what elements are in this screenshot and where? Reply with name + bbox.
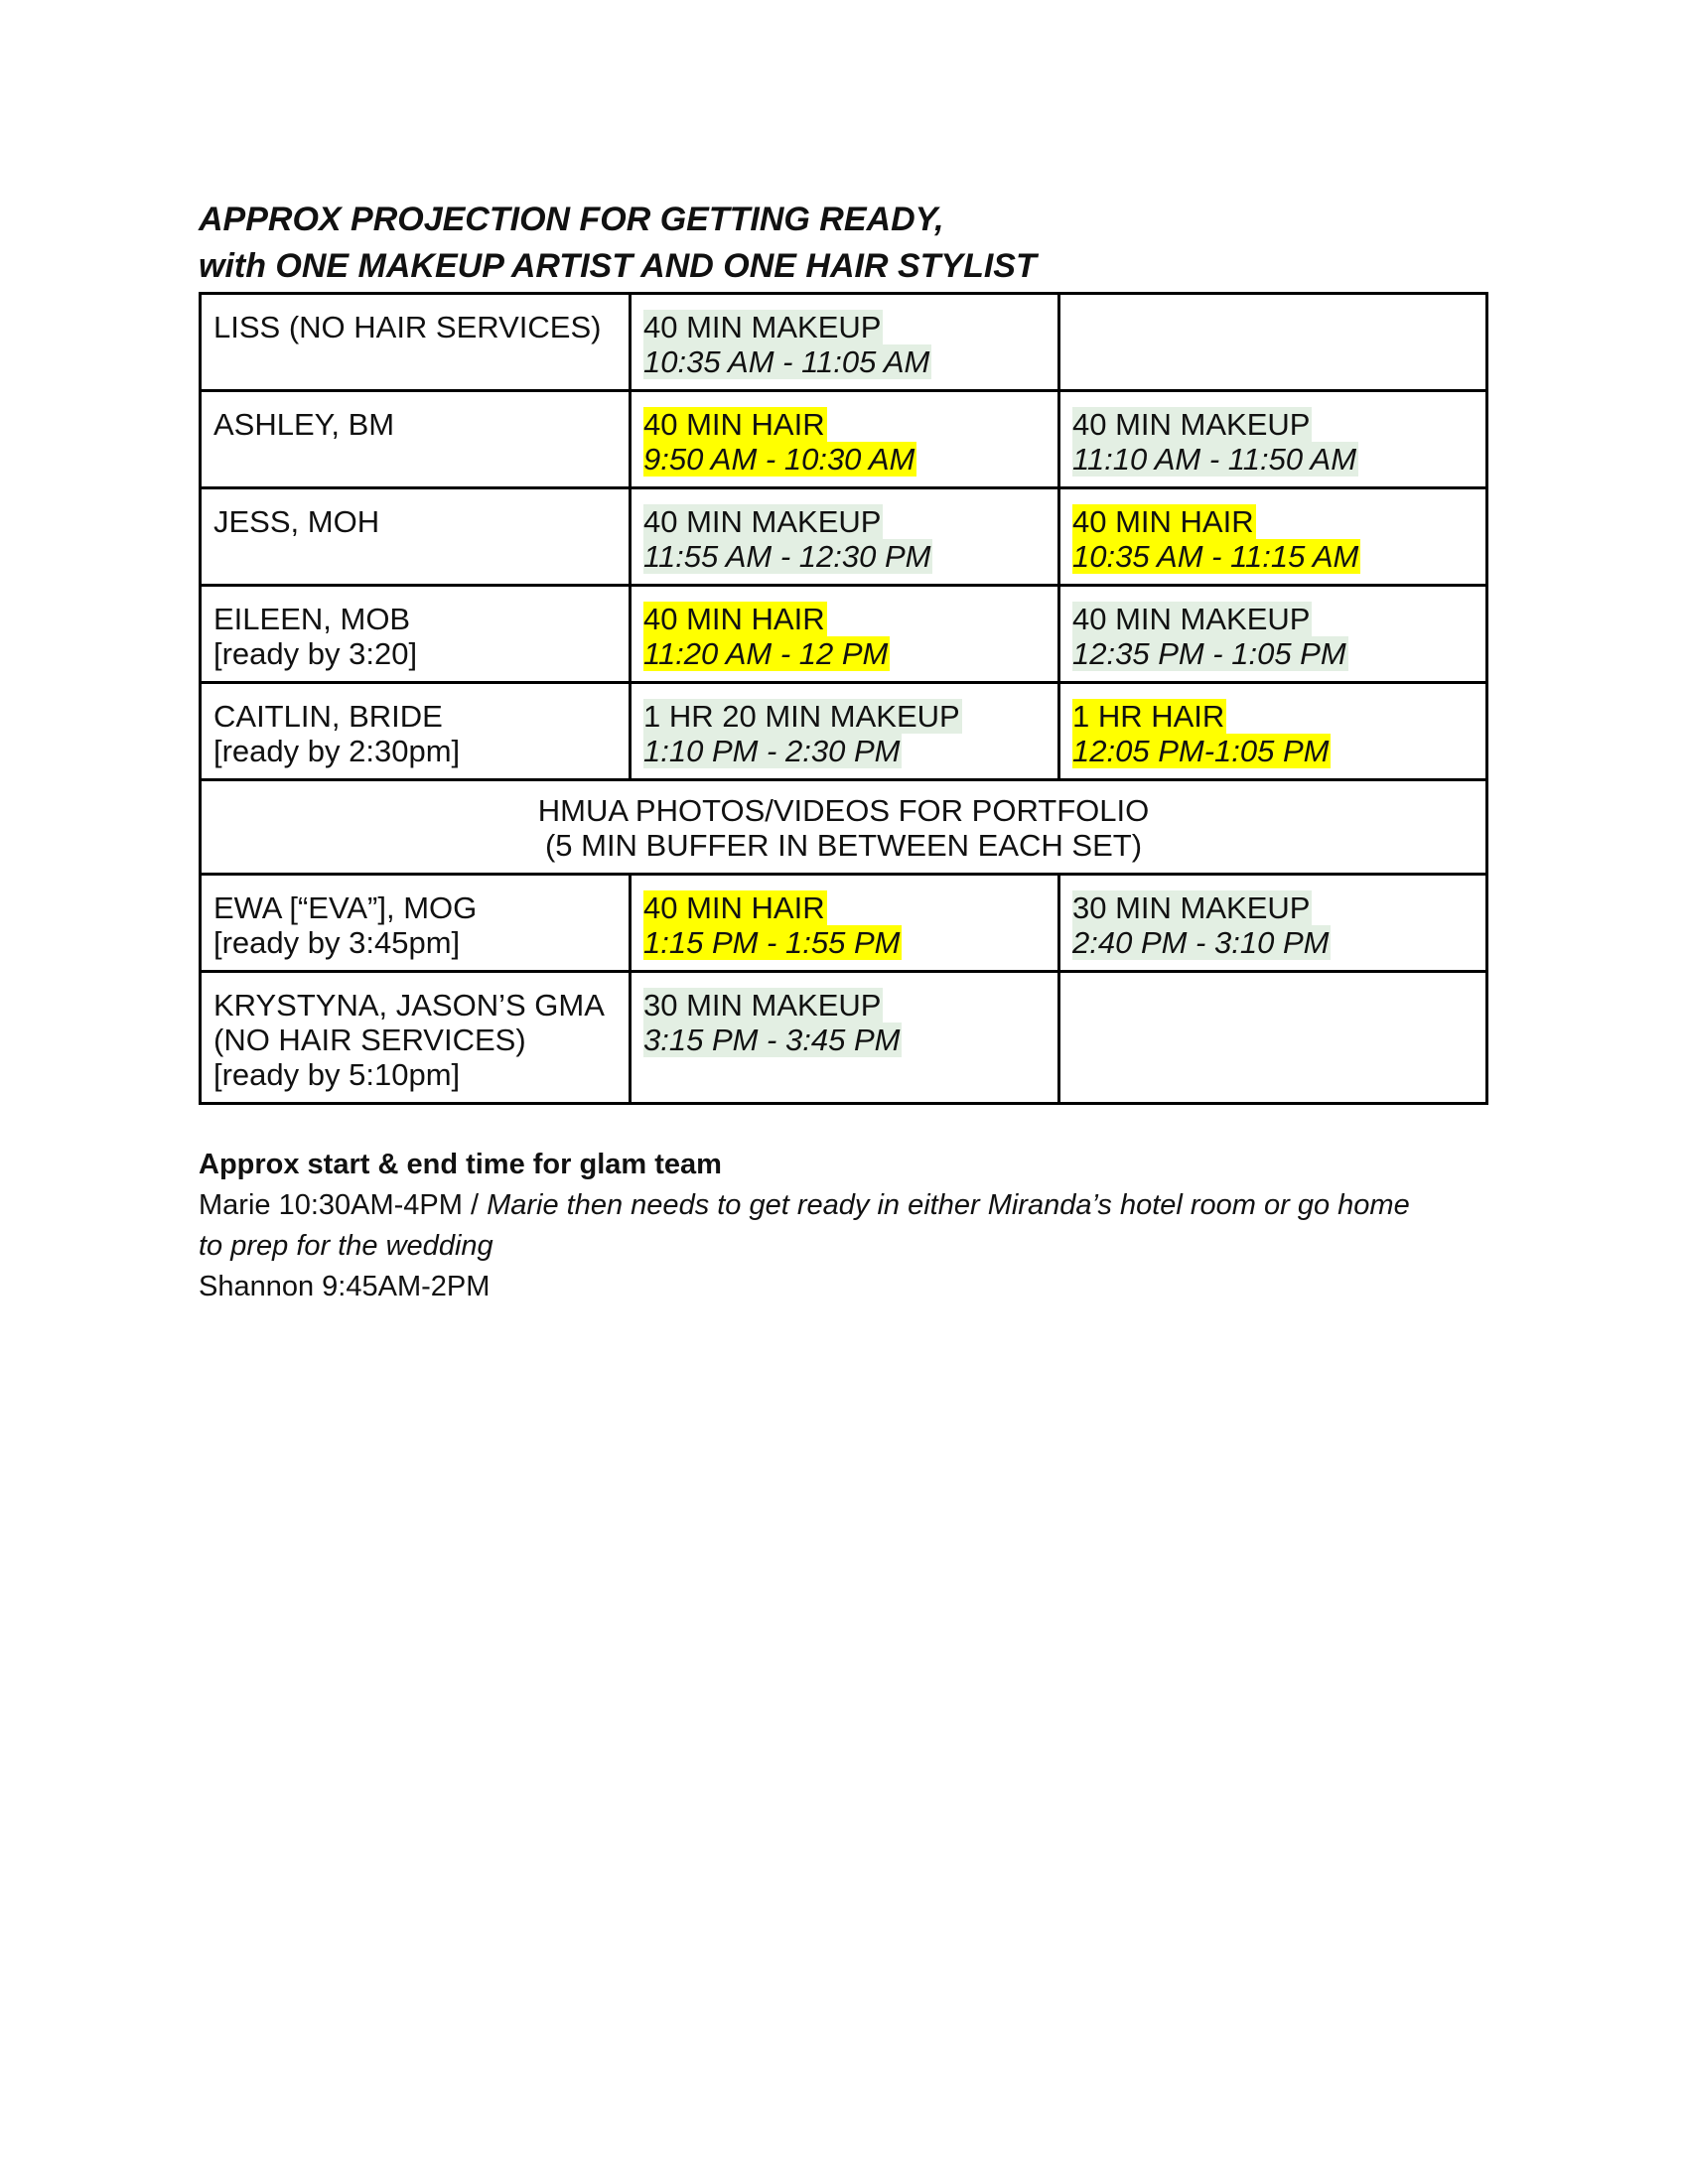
service-label: 40 MIN MAKEUP: [643, 310, 882, 344]
service-label: 40 MIN HAIR: [1072, 504, 1254, 539]
guest-name-line: (NO HAIR SERVICES): [213, 1023, 526, 1057]
document-title: [199, 197, 1489, 290]
guest-name-line: JESS, MOH: [213, 504, 380, 539]
guest-name-cell: [201, 875, 631, 972]
guest-name-line: [ready by 3:20]: [213, 636, 418, 671]
schedule-body: [201, 294, 1487, 1104]
guest-name-line: EWA [“EVA”], MOG: [213, 890, 478, 925]
service-cell: [1059, 294, 1487, 391]
guest-name-line: CAITLIN, BRIDE: [213, 699, 443, 734]
service-label: 40 MIN HAIR: [643, 890, 825, 925]
table-row: [201, 294, 1487, 391]
service-label: 1 HR 20 MIN MAKEUP: [643, 699, 960, 734]
table-row: [201, 391, 1487, 488]
service-time: 1:10 PM - 2:30 PM: [643, 734, 901, 768]
schedule-table: [199, 292, 1488, 1105]
service-label: 40 MIN HAIR: [643, 407, 825, 442]
service-label: 40 MIN MAKEUP: [1072, 602, 1311, 636]
service-label: 40 MIN MAKEUP: [643, 504, 882, 539]
portfolio-session-cell: [201, 780, 1487, 875]
service-cell: [1059, 875, 1487, 972]
service-time: 1:15 PM - 1:55 PM: [643, 925, 901, 960]
service-time: 11:55 AM - 12:30 PM: [643, 539, 931, 574]
service-cell: [631, 488, 1059, 586]
guest-name-cell: [201, 683, 631, 780]
table-row: [201, 972, 1487, 1104]
shannon-times: Shannon 9:45AM-2PM: [199, 1271, 491, 1302]
service-time: 10:35 AM - 11:15 AM: [1072, 539, 1359, 574]
service-time: 10:35 AM - 11:05 AM: [643, 344, 930, 379]
service-cell: [631, 391, 1059, 488]
guest-name-cell: [201, 972, 631, 1104]
table-row: [201, 586, 1487, 683]
service-cell: [631, 972, 1059, 1104]
table-row: [201, 780, 1487, 875]
marie-hours: Marie 10:30AM-4PM /: [199, 1189, 488, 1221]
guest-name-line: ASHLEY, BM: [213, 407, 395, 442]
service-time: 11:10 AM - 11:50 AM: [1072, 442, 1357, 477]
portfolio-session-line: (5 MIN BUFFER IN BETWEEN EACH SET): [544, 828, 1143, 863]
service-time: 11:20 AM - 12 PM: [643, 636, 889, 671]
guest-name-line: [ready by 2:30pm]: [213, 734, 461, 768]
marie-times: [199, 1185, 1489, 1226]
service-cell: [1059, 391, 1487, 488]
guest-name-line: KRYSTYNA, JASON’S GMA: [213, 988, 605, 1023]
service-cell: [1059, 683, 1487, 780]
marie-note-2: to prep for the wedding: [199, 1230, 493, 1262]
service-cell: [1059, 586, 1487, 683]
service-time: 3:15 PM - 3:45 PM: [643, 1023, 901, 1057]
table-row: [201, 875, 1487, 972]
guest-name-cell: [201, 488, 631, 586]
service-time: 12:35 PM - 1:05 PM: [1072, 636, 1346, 671]
glam-team-times: [199, 1145, 1489, 1307]
service-cell: [1059, 488, 1487, 586]
document-page: [199, 197, 1489, 1307]
service-time: 12:05 PM-1:05 PM: [1072, 734, 1330, 768]
guest-name-cell: [201, 391, 631, 488]
glam-team-heading: Approx start & end time for glam team: [199, 1149, 722, 1180]
service-label: 40 MIN MAKEUP: [1072, 407, 1311, 442]
portfolio-session-line: HMUA PHOTOS/VIDEOS FOR PORTFOLIO: [537, 793, 1150, 828]
service-cell: [631, 875, 1059, 972]
guest-name-cell: [201, 294, 631, 391]
title-line-1: APPROX PROJECTION FOR GETTING READY,: [199, 201, 944, 238]
service-label: 30 MIN MAKEUP: [643, 988, 882, 1023]
guest-name-line: [ready by 5:10pm]: [213, 1057, 461, 1092]
service-label: 1 HR HAIR: [1072, 699, 1225, 734]
guest-name-cell: [201, 586, 631, 683]
service-cell: [631, 586, 1059, 683]
service-label: 30 MIN MAKEUP: [1072, 890, 1311, 925]
guest-name-line: [ready by 3:45pm]: [213, 925, 461, 960]
table-row: [201, 683, 1487, 780]
marie-note-1: Marie then needs to get ready in either Miranda’s hotel room or go home: [487, 1189, 1410, 1221]
guest-name-line: EILEEN, MOB: [213, 602, 411, 636]
title-line-2: with ONE MAKEUP ARTIST AND ONE HAIR STYLIST: [199, 247, 1037, 285]
table-row: [201, 488, 1487, 586]
service-cell: [631, 683, 1059, 780]
service-label: 40 MIN HAIR: [643, 602, 825, 636]
service-time: 9:50 AM - 10:30 AM: [643, 442, 915, 477]
service-cell: [1059, 972, 1487, 1104]
service-cell: [631, 294, 1059, 391]
service-time: 2:40 PM - 3:10 PM: [1072, 925, 1330, 960]
guest-name-line: LISS (NO HAIR SERVICES): [213, 310, 602, 344]
